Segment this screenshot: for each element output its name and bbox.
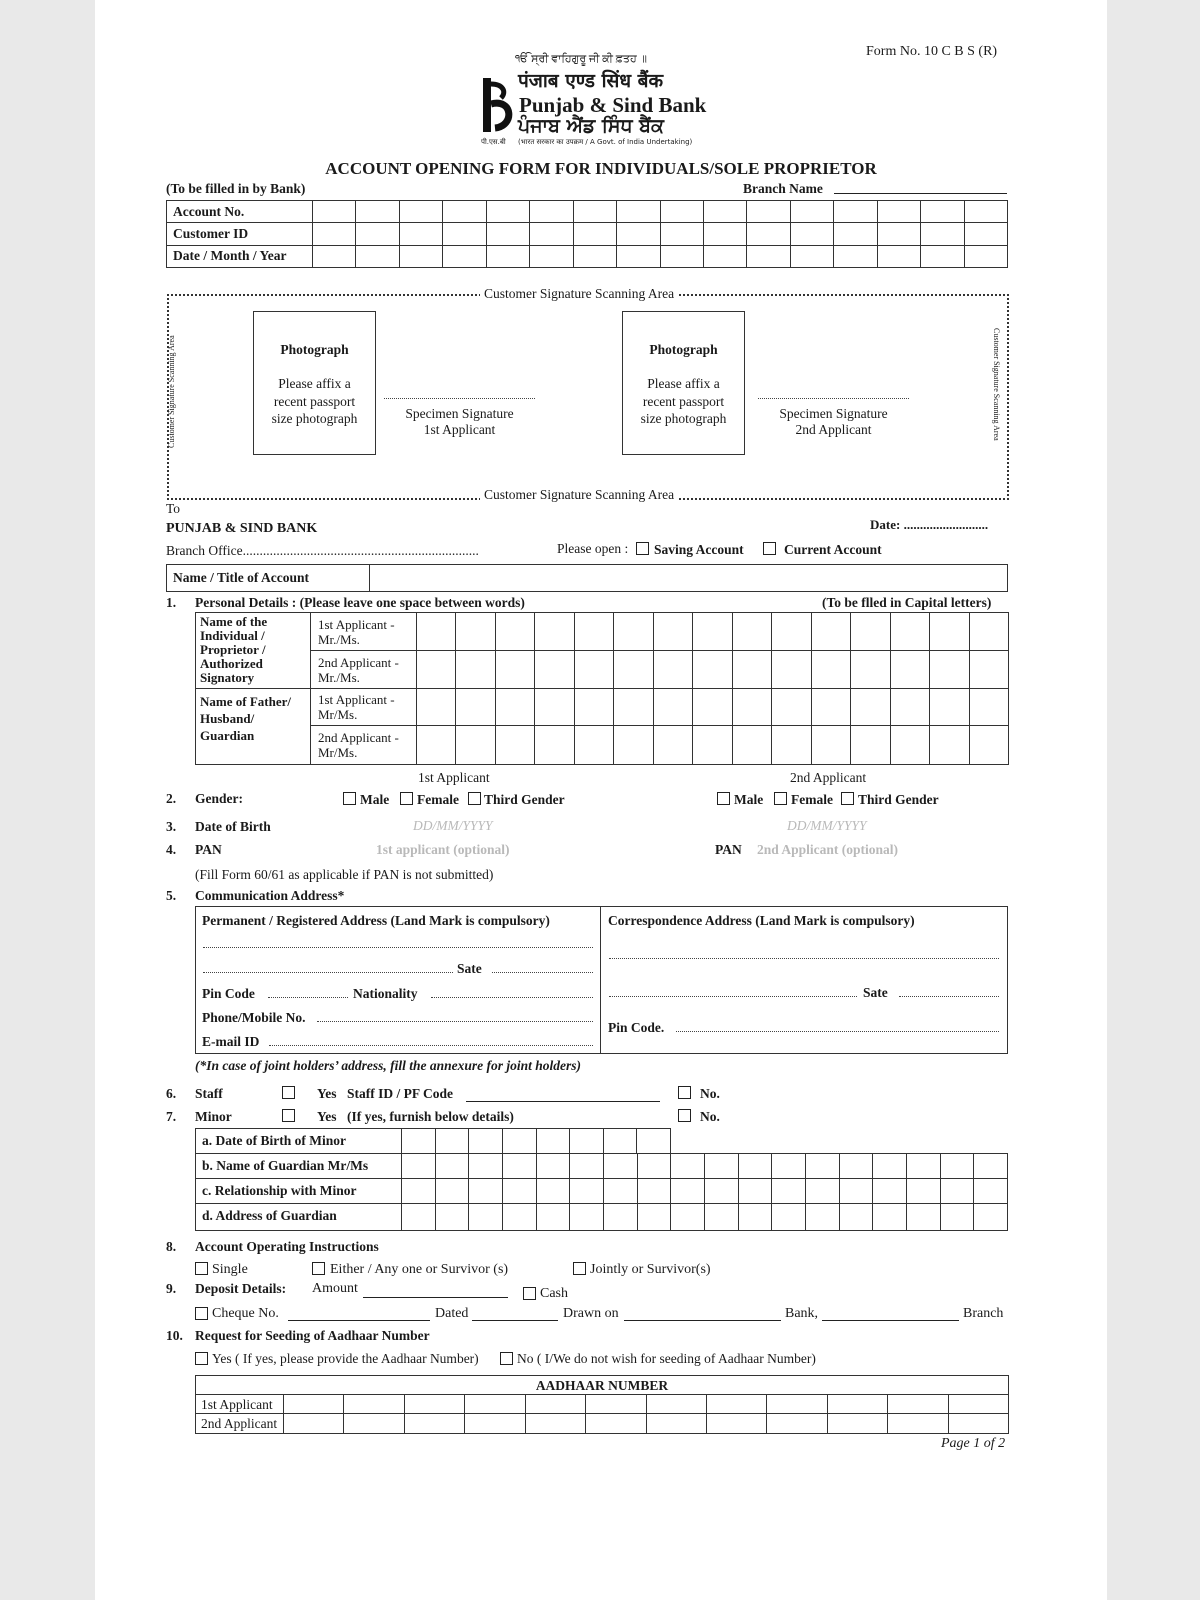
char-cell-divider (839, 1154, 840, 1230)
char-cell-divider (948, 1394, 949, 1433)
drawn-on-label: Drawn on (563, 1306, 619, 1321)
correspondence-address-line-1[interactable] (609, 958, 999, 959)
section-1-number: 1. (166, 595, 177, 610)
pan-label-1: PAN (195, 842, 222, 857)
photo-title-2: Photograph (649, 342, 718, 357)
dob-input-1[interactable]: DD/MM/YYYY (413, 818, 493, 833)
char-cell-divider (536, 1154, 537, 1230)
permanent-pin-label: Pin Code (202, 986, 255, 1001)
minor-dob-row (195, 1128, 671, 1154)
aadhaar-no-label: No ( I/We do not wish for seeding of Aadhaar Number) (517, 1351, 816, 1366)
nationality-label: Nationality (353, 986, 418, 1001)
aadhaar-row-2-label: 2nd Applicant (201, 1416, 278, 1431)
correspondence-address-line-2[interactable] (609, 996, 857, 997)
minor-yes-label: Yes (317, 1109, 337, 1124)
pan-label-2: PAN (715, 842, 742, 857)
father-label-2: Husband/ (200, 711, 255, 726)
correspondence-pin-label: Pin Code. (608, 1020, 665, 1035)
char-cell-divider (811, 613, 812, 764)
specimen-signature-line-1[interactable] (384, 398, 535, 399)
branch-office-field[interactable]: Branch Office...................................................................... (166, 543, 479, 558)
bank-name-hindi: पंजाब एण्ड सिंध बैंक (518, 70, 664, 92)
bank-name-punjabi: ਪੰਜਾਬ ਐਂਡ ਸਿੰਧ ਬੈਂਕ (518, 115, 664, 137)
section-4-number: 4. (166, 842, 177, 857)
gender-third-checkbox-1[interactable] (468, 792, 481, 805)
gender-male-label-1: Male (360, 792, 390, 807)
either-checkbox[interactable] (312, 1262, 325, 1275)
date-field[interactable]: Date: .......................... (870, 517, 989, 532)
char-cell-divider (973, 1154, 974, 1230)
page-number: Page 1 of 2 (941, 1436, 1006, 1451)
char-cell-divider (435, 1129, 436, 1154)
minor-dob-label: a. Date of Birth of Minor (202, 1133, 346, 1148)
minor-dob-cells[interactable] (401, 1129, 670, 1154)
relationship-label: c. Relationship with Minor (202, 1183, 357, 1198)
address-title: Communication Address* (195, 888, 345, 903)
bank-logo (481, 74, 517, 136)
section-5-number: 5. (166, 888, 177, 903)
operating-title: Account Operating Instructions (195, 1239, 379, 1254)
photo-title-1: Photograph (280, 342, 349, 357)
gender-male-checkbox-1[interactable] (343, 792, 356, 805)
char-cell-divider (637, 1154, 638, 1230)
section-8-number: 8. (166, 1239, 177, 1254)
joint-holders-note: (*In case of joint holders’ address, fill the annexure for joint holders) (195, 1058, 582, 1073)
form-page: Form No. 10 C B S (R) ੴ ਸ੍ਰੀ ਵਾਹਿਗੁਰੂ ਜੀ ਕੀ ਫ਼ਤਹ ॥ पंजाब एण्ड सिंध बैंक Punjab & Sind Bank ਪੰਜਾਬ ਐਂਡ ਸਿੰਧ ਬੈਂਕ पी.एस.बी (भारत सरकार का उपक्रम / A Govt. of India Undertaking) ACCOUNT OPENING FORM FOR INDIVIDUALS/SOLE PROPRIETOR (To be filled in by Bank) Branch Name Account No. Customer ID Date / Month / Year Customer Signature Scanning Area Customer Signature Scanning Area Customer Signature Scanning Area Customer Signature Scanning Area Photograph Please affix a recent passport size photograph Specimen Signature 1st Applicant Photograph Please affix a recent passport size photograph Specimen Signature 2nd Applicant To PUNJAB & SIND BANK Date: .......................... Branch Office...................................................................... Please open : Saving Account Current Account Name / Title of Account 1. Personal Details : (Please leave one space between words) (To be flled in Capital letters) Name of the Individual / Proprietor / Authorized Signatory Name of Father/ Husband/ Guardian 1st Applicant - Mr./Ms. 2nd Applicant - Mr./Ms. 1st Applicant - Mr/Ms. 2nd Applicant - Mr/Ms. 1st Applicant 2nd Applicant 2. Gender: Male Female Third Gender Male Female Third Gender 3. Date of Birth DD/MM/YYYY DD/MM/YYYY 4. PAN 1st applicant (optional) PAN 2nd Applicant (optional) (Fill Form 60/61 as applicable if PAN is not submitted) 5. Communication Address* Permanent / Registered Address (Land Mark is compulsory) Sate Pin Code Nationality Phone/Mobile No. E-mail ID Correspondence Address (Land Mark is compulsory) Sate Pin Code. (*In case of joint holders’ address, fill the annexure for joint holders) 6. Staff Yes Staff ID / PF Code No. 7. Minor Yes (If yes, furnish below details) No. a. Date of Birth of Minor b. Name of Guardian Mr/Ms c. Relationship with Minor d. Address of Guardian 8. Account Operating Instructions Single Either / Any one or Survivor (s) Jointly or Survivor(s) 9. Deposit Details: Amount Cash Cheque No. Dated Drawn on Bank, Branch 10. Request for Seeding of Aadhaar Number Yes ( If yes, please provide the Aadhaar Number) No ( I/We do not wish for seeding of Aadhaar Number) AADHAAR NUMBER 1st Applicant 2nd Applicant Page 1 of 2 (95, 0, 1107, 1600)
date-label: Date / Month / Year (167, 245, 313, 267)
permanent-address-heading: Permanent / Registered Address (Land Mark is compulsory) (202, 913, 550, 928)
email-field[interactable] (269, 1045, 593, 1046)
gender-female-label-1: Female (417, 792, 459, 807)
staff-id-field[interactable] (466, 1101, 660, 1102)
cash-checkbox[interactable] (523, 1287, 536, 1300)
staff-no-label: No. (700, 1086, 720, 1101)
account-no-label: Account No. (167, 201, 313, 223)
minor-details-grid (195, 1153, 1008, 1231)
char-cell-divider (929, 613, 930, 764)
prayer-line: ੴ ਸ੍ਰੀ ਵਾਹਿਗੁਰੂ ਜੀ ਕੀ ਫ਼ਤਹ ॥ (515, 53, 647, 65)
amount-field[interactable] (363, 1297, 508, 1298)
staff-no-checkbox[interactable] (678, 1086, 691, 1099)
gender-male-label-2: Male (734, 792, 764, 807)
char-cell-divider (502, 1129, 503, 1154)
minor-no-label: No. (700, 1109, 720, 1124)
applicant-1-label: 1st Applicant - (318, 617, 395, 632)
name-title-row (166, 564, 1008, 592)
pan-note: (Fill Form 60/61 as applicable if PAN is not submitted) (195, 867, 494, 882)
minor-label: Minor (195, 1109, 232, 1124)
photo-instruction-1a: Please affix a (278, 376, 351, 391)
drawn-on-field[interactable] (624, 1320, 781, 1321)
char-cell-divider (940, 1154, 941, 1230)
char-cell-divider (525, 1394, 526, 1433)
char-cell-divider (850, 613, 851, 764)
name-title-input[interactable] (371, 565, 1007, 591)
photo-box-2[interactable] (622, 311, 745, 455)
scan-area-label-bottom: Customer Signature Scanning Area (480, 487, 678, 503)
nationality-field[interactable] (431, 997, 593, 998)
char-cell-divider (646, 1394, 647, 1433)
dated-label: Dated (435, 1306, 469, 1321)
name-label-1: Name of the (200, 614, 268, 629)
deposit-title: Deposit Details: (195, 1281, 287, 1296)
aadhaar-yes-label: Yes ( If yes, please provide the Aadhaar Number) (212, 1351, 479, 1366)
permanent-pin-field[interactable] (268, 997, 348, 998)
char-cell-divider (613, 613, 614, 764)
photo-box-1[interactable] (253, 311, 376, 455)
char-cell-divider (603, 1129, 604, 1154)
gender-female-label-2: Female (791, 792, 833, 807)
specimen-applicant-2: 2nd Applicant (795, 422, 872, 437)
dated-field[interactable] (472, 1320, 558, 1321)
char-cell-divider (771, 1154, 772, 1230)
specimen-signature-line-2[interactable] (758, 398, 909, 399)
personal-details-cells[interactable] (416, 613, 1008, 764)
dob-label: Date of Birth (195, 819, 271, 834)
applicant-2-title: Mr./Ms. (318, 670, 360, 685)
char-cell-divider (468, 1154, 469, 1230)
bank-addressee: PUNJAB & SIND BANK (166, 521, 318, 536)
cheque-checkbox[interactable] (195, 1307, 208, 1320)
char-cell-divider (401, 1154, 402, 1230)
char-cell-divider (872, 1154, 873, 1230)
char-cell-divider (283, 1394, 284, 1433)
guardian-address-label: d. Address of Guardian (202, 1208, 337, 1223)
applicant-2-label: 2nd Applicant - (318, 655, 399, 670)
father-applicant-2-label: 2nd Applicant - (318, 730, 399, 745)
personal-details-grid (195, 612, 1009, 765)
customer-id-label: Customer ID (167, 223, 313, 245)
cheque-no-field[interactable] (288, 1320, 430, 1321)
gender-third-checkbox-2[interactable] (841, 792, 854, 805)
father-label-1: Name of Father/ (200, 694, 291, 709)
branch-label: Branch (963, 1306, 1004, 1321)
section-6-number: 6. (166, 1086, 177, 1101)
char-cell-divider (771, 613, 772, 764)
gender-male-checkbox-2[interactable] (717, 792, 730, 805)
char-cell-divider (574, 613, 575, 764)
section-1-title: Personal Details : (Please leave one space between words) (195, 595, 525, 610)
section-7-number: 7. (166, 1109, 177, 1124)
char-cell-divider (890, 613, 891, 764)
scan-area-label-top: Customer Signature Scanning Area (480, 286, 678, 302)
bank-use-note: (To be filled in by Bank) (166, 181, 306, 196)
capital-letters-note: (To be flled in Capital letters) (822, 595, 992, 610)
jointly-checkbox[interactable] (573, 1262, 586, 1275)
father-applicant-2-title: Mr/Ms. (318, 745, 358, 760)
cheque-no-label: Cheque No. (212, 1306, 279, 1321)
section-3-number: 3. (166, 819, 177, 834)
char-cell-divider (766, 1394, 767, 1433)
char-cell-divider (706, 1394, 707, 1433)
saving-account-checkbox[interactable] (636, 542, 649, 555)
minor-yes-checkbox[interactable] (282, 1109, 295, 1122)
applicant-2-heading: 2nd Applicant (790, 770, 867, 785)
aadhaar-row-1-label: 1st Applicant (201, 1397, 273, 1412)
char-cell-divider (887, 1394, 888, 1433)
char-cell-divider (435, 1154, 436, 1230)
photo-instruction-2b: recent passport (642, 394, 725, 409)
aadhaar-title: Request for Seeding of Aadhaar Number (195, 1328, 430, 1343)
char-cell-divider (636, 1129, 637, 1154)
char-cell-divider (534, 613, 535, 764)
guardian-name-label: b. Name of Guardian Mr/Ms (202, 1158, 369, 1173)
gender-label: Gender: (195, 791, 243, 806)
specimen-title-1: Specimen Signature (405, 406, 514, 421)
staff-label: Staff (195, 1086, 223, 1101)
correspondence-state-label: Sate (863, 985, 888, 1000)
char-cell-divider (906, 1154, 907, 1230)
name-title-label: Name / Title of Account (173, 570, 309, 585)
char-cell-divider (585, 1394, 586, 1433)
govt-undertaking: (भारत सरकार का उपक्रम / A Govt. of India Undertaking) (518, 138, 693, 146)
cash-label: Cash (540, 1286, 568, 1301)
char-cell-divider (732, 613, 733, 764)
please-open-label: Please open : (557, 541, 629, 556)
section-9-number: 9. (166, 1281, 177, 1296)
permanent-address-line-2[interactable] (203, 972, 453, 973)
char-cell-divider (401, 1129, 402, 1154)
gender-third-label-1: Third Gender (484, 792, 565, 807)
aadhaar-cells[interactable] (283, 1394, 1008, 1433)
section-2-number: 2. (166, 791, 177, 806)
specimen-title-2: Specimen Signature (779, 406, 888, 421)
specimen-applicant-1: 1st Applicant (423, 422, 496, 437)
char-cell-divider (464, 1394, 465, 1433)
branch-name-field[interactable] (834, 193, 1007, 194)
minor-note: (If yes, furnish below details) (347, 1109, 514, 1124)
gender-third-label-2: Third Gender (858, 792, 939, 807)
correspondence-address-heading: Correspondence Address (Land Mark is compulsory) (608, 913, 915, 928)
bank-field[interactable] (822, 1320, 959, 1321)
staff-yes-checkbox[interactable] (282, 1086, 295, 1099)
char-cell-divider (569, 1129, 570, 1154)
permanent-state-field[interactable] (492, 972, 593, 973)
form-number: Form No. 10 C B S (R) (866, 44, 998, 59)
bank-short-name: पी.एस.बी (481, 138, 506, 146)
char-cell-divider (495, 613, 496, 764)
staff-id-label: Staff ID / PF Code (347, 1086, 453, 1101)
char-cell-divider (670, 1154, 671, 1230)
father-applicant-1-title: Mr/Ms. (318, 707, 358, 722)
father-label-3: Guardian (200, 728, 255, 743)
dob-input-2[interactable]: DD/MM/YYYY (787, 818, 867, 833)
char-cell-divider (404, 1394, 405, 1433)
father-applicant-1-label: 1st Applicant - (318, 692, 395, 707)
name-label-3: Proprietor / (200, 642, 266, 657)
photo-instruction-2c: size photograph (640, 411, 727, 426)
applicant-1-heading: 1st Applicant (418, 770, 490, 785)
saving-account-label: Saving Account (654, 542, 744, 557)
minor-details-cells[interactable] (401, 1154, 1007, 1230)
char-cell-divider (455, 613, 456, 764)
name-label-5: Signatory (200, 670, 255, 685)
scan-area-label-right: Customer Signature Scanning Area (992, 328, 1001, 441)
char-cell-divider (603, 1154, 604, 1230)
char-cell-divider (738, 1154, 739, 1230)
pan-input-2[interactable]: 2nd Applicant (optional) (757, 842, 899, 857)
form-title: ACCOUNT OPENING FORM FOR INDIVIDUALS/SOLE PROPRIETOR (325, 159, 877, 178)
current-account-label: Current Account (784, 542, 882, 557)
gender-female-checkbox-2[interactable] (774, 792, 787, 805)
bank-name-english: Punjab & Sind Bank (519, 93, 707, 117)
section-10-number: 10. (166, 1328, 183, 1343)
gender-female-checkbox-1[interactable] (400, 792, 413, 805)
aadhaar-table (195, 1375, 1009, 1434)
permanent-state-label: Sate (457, 961, 482, 976)
char-cell-divider (969, 613, 970, 764)
char-cell-divider (653, 613, 654, 764)
char-cell-divider (704, 1154, 705, 1230)
single-checkbox[interactable] (195, 1262, 208, 1275)
aadhaar-table-heading: AADHAAR NUMBER (535, 1378, 669, 1393)
amount-label: Amount (312, 1281, 358, 1296)
current-account-checkbox[interactable] (763, 542, 776, 555)
aadhaar-yes-checkbox[interactable] (195, 1352, 208, 1365)
name-label-2: Individual / (200, 628, 265, 643)
applicant-1-title: Mr./Ms. (318, 632, 360, 647)
correspondence-pin-field[interactable] (676, 1031, 999, 1032)
staff-yes-label: Yes (317, 1086, 337, 1101)
branch-name-label: Branch Name (743, 181, 823, 196)
char-cell-divider (343, 1394, 344, 1433)
phone-label: Phone/Mobile No. (202, 1010, 306, 1025)
char-cell-divider (468, 1129, 469, 1154)
char-cell-divider (502, 1154, 503, 1230)
char-cell-divider (805, 1154, 806, 1230)
bank-use-table (166, 200, 1008, 268)
address-table (195, 906, 1008, 1054)
email-label: E-mail ID (202, 1034, 260, 1049)
char-cell-divider (536, 1129, 537, 1154)
photo-instruction-1b: recent passport (273, 394, 356, 409)
single-label: Single (212, 1262, 248, 1277)
pan-input-1[interactable]: 1st applicant (optional) (376, 842, 510, 857)
minor-no-checkbox[interactable] (678, 1109, 691, 1122)
phone-field[interactable] (317, 1021, 593, 1022)
jointly-label: Jointly or Survivor(s) (590, 1262, 711, 1277)
to-label: To (166, 501, 181, 516)
permanent-address-line-1[interactable] (203, 947, 593, 948)
bank-label: Bank, (785, 1306, 819, 1321)
char-cell-divider (692, 613, 693, 764)
aadhaar-no-checkbox[interactable] (500, 1352, 513, 1365)
either-label: Either / Any one or Survivor (s) (330, 1262, 509, 1277)
char-cell-divider (416, 613, 417, 764)
photo-instruction-2a: Please affix a (647, 376, 720, 391)
char-cell-divider (569, 1154, 570, 1230)
name-label-4: Authorized (200, 656, 263, 671)
char-cell-divider (827, 1394, 828, 1433)
photo-instruction-1c: size photograph (271, 411, 358, 426)
correspondence-state-field[interactable] (899, 996, 999, 997)
